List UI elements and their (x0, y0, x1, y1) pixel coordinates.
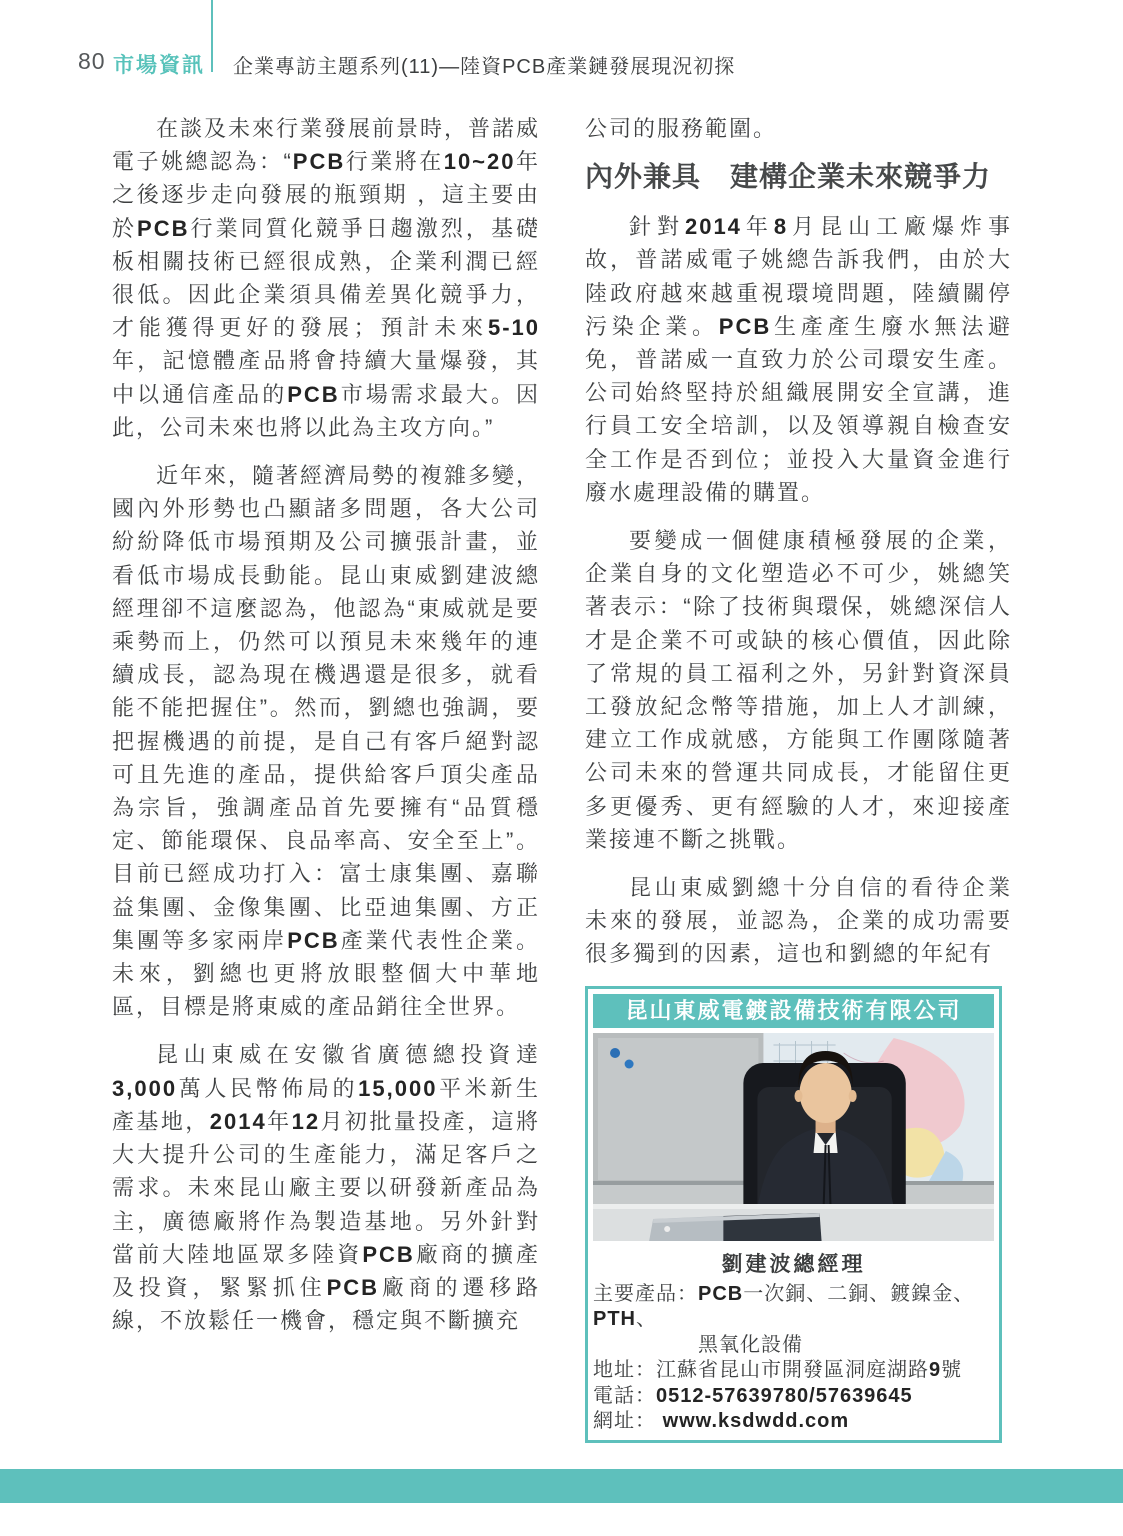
section-heading: 內外兼具 建構企業未來競爭力 (585, 161, 992, 193)
paragraph: 昆山東威在安徽省廣德總投資達3,000萬人民幣佈局的15,000平米新生產基地，2014年12月初批量投產，這將大大提升公司的生產能力，滿足客戶之需求。未來昆山廠主要以研發新產品為主，廣德廠將作為製造基地。另外針對當前大陸地區眾多陸資PCB廠商的擴產及投資，緊緊抓住PCB廠商的遷移路線，不放鬆任一機會，穩定與不斷擴充 (112, 1042, 540, 1334)
footer-bar (0, 1469, 1123, 1503)
products-line: 主要產品：PCB一次銅、二銅、鍍鎳金、PTH、 (593, 1282, 975, 1331)
phone-line: 電話：0512-57639780/57639645 (593, 1384, 913, 1407)
products-line-cont: 黑氧化設備 (698, 1333, 803, 1356)
paragraph: 昆山東威劉總十分自信的看待企業未來的發展，並認為，企業的成功需要很多獨到的因素，這也和劉總的年紀有 (585, 875, 1012, 967)
executive-photo (593, 1033, 994, 1241)
header-divider (211, 0, 213, 72)
section-label: 市場資訊 (113, 54, 205, 77)
paragraph: 針對2014年8月昆山工廠爆炸事故，普諾威電子姚總告訴我們，由於大陸政府越來越重視環境問題，陸續關停污染企業。PCB生產產生廢水無法避免，普諾威一直致力於公司環安生產。公司始終堅持於組織展開安全宣講，進行員工安全培訓，以及領導親自檢查安全工作是否到位；並投入大量資金進行廢水處理設備的購置。 (585, 214, 1012, 505)
paragraph: 近年來，隨著經濟局勢的複雜多變，國內外形勢也凸顯諸多問題，各大公司紛紛降低市場預期及公司擴張計畫，並看低市場成長動能。昆山東威劉建波總經理卻不這麼認為，他認為“東威就是要乘勢而上，仍然可以預見未來幾年的連續成長，認為現在機遇還是很多，就看能不能把握住”。然而，劉總也強調，要把握機遇的前提，是自己有客戶絕對認可且先進的產品，提供給客戶頂尖產品為宗旨，強調產品首先要擁有“品質穩定、節能環保、良品率高、安全至上”。目前已經成功打入：富士康集團、嘉聯益集團、金像集團、比亞迪集團、方正集團等多家兩岸PCB產業代表性企業。未來，劉總也更將放眼整個大中華地區，目標是將東威的產品銷往全世界。 (112, 463, 541, 1020)
pin-icon (625, 1059, 634, 1068)
website-line: 網址： www.ksdwdd.com (593, 1410, 850, 1433)
office-photo-illustration (593, 1033, 994, 1241)
lead-paragraph: 公司的服務範圍。 (585, 116, 778, 141)
paragraph: 在談及未來行業發展前景時，普諾威電子姚總認為：“PCB行業將在10~20年之後逐步走向發展的瓶頸期 ，這主要由於PCB行業同質化競爭日趨激烈，基礎板相關技術已經很成熟，企業利潤已經很低。因此企業須具備差異化競爭力，才能獲得更好的發展；預計未來5-10年，記憶體產品將會持續大量爆發，其中以通信產品的PCB市場需求最大。因此，公司未來也將以此為主攻方向。” (112, 116, 541, 440)
left-column (112, 112, 540, 1352)
article-title: 企業專訪主題系列(11)—陸資PCB產業鏈發展現況初探 (233, 56, 736, 78)
company-name-banner: 昆山東威電鍍設備技術有限公司 (593, 994, 994, 1028)
pin-icon (610, 1048, 620, 1058)
executive-name: 劉建波總經理 (721, 1252, 866, 1276)
company-card (585, 986, 1002, 1443)
right-column (585, 112, 1012, 1443)
address-line: 地址：江蘇省昆山市開發區洞庭湖路9號 (593, 1359, 963, 1382)
page-number: 80 (78, 48, 106, 74)
paragraph: 要變成一個健康積極發展的企業，企業自身的文化塑造必不可少，姚總笑著表示：“除了技術與環保，姚總深信人才是企業不可或缺的核心價值，因此除了常規的員工福利之外，另針對資深員工發放紀念幣等措施，加上人才訓練，建立工作成就感，方能與工作團隊隨著公司未來的營運共同成長，才能留住更多更優秀、更有經驗的人才，來迎接產業接連不斷之挑戰。 (585, 528, 1012, 852)
